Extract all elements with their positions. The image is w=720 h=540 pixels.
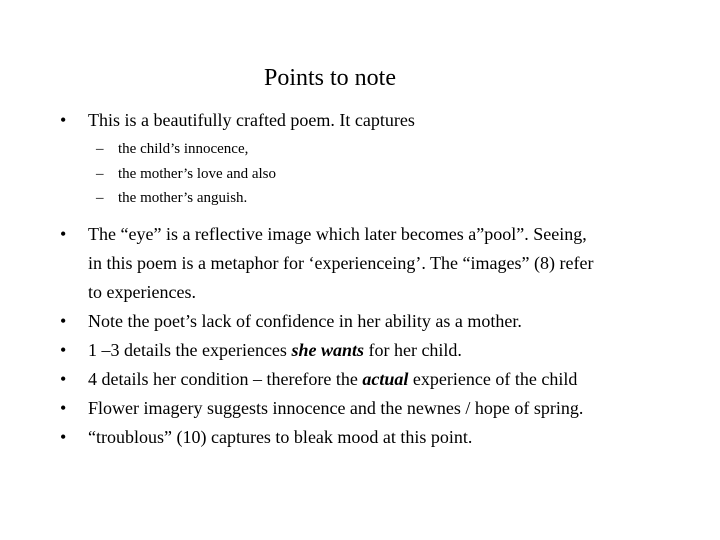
bullet-item-troublous	[56, 423, 676, 452]
bullet-text-line: to experiences.	[88, 281, 196, 302]
bullet-text: 4 details her condition – therefore the	[88, 368, 363, 389]
bullet-icon: •	[60, 310, 67, 331]
bullet-text-line: The “eye” is a reflective image which later becomes a”pool”. Seeing,	[88, 223, 587, 244]
bullet-icon: •	[60, 223, 67, 244]
emphasis-text: actual	[362, 368, 409, 389]
dash-icon: –	[96, 190, 104, 206]
sub-item-text: the child’s innocence,	[118, 141, 249, 157]
bullet-text: “troublous” (10) captures to bleak mood at this point.	[88, 426, 473, 447]
bullet-list	[56, 106, 676, 452]
bullet-item-condition	[56, 365, 676, 394]
sub-item-love	[56, 162, 676, 187]
sub-item-text: the mother’s anguish.	[118, 190, 248, 206]
sub-item-anguish	[56, 186, 676, 211]
bullet-icon: •	[60, 368, 67, 389]
bullet-item-poem-crafted	[56, 106, 676, 135]
bullet-item-experiences	[56, 336, 676, 365]
slide-title: Points to note	[263, 65, 396, 91]
bullet-text: for her child.	[363, 339, 462, 360]
bullet-icon: •	[60, 397, 67, 418]
dash-icon: –	[96, 141, 104, 157]
bullet-text-line: in this poem is a metaphor for ‘experienceing’. The “images” (8) refer	[88, 252, 594, 273]
dash-icon: –	[96, 165, 104, 182]
bullet-item-confidence	[56, 307, 676, 336]
bullet-text: This is a beautifully crafted poem. It captures	[88, 110, 415, 130]
bullet-icon: •	[60, 110, 67, 130]
sub-item-innocence	[56, 137, 676, 162]
sub-item-text: the mother’s love and also	[118, 165, 277, 182]
bullet-icon: •	[60, 339, 67, 360]
bullet-text: Flower imagery suggests innocence and the newnes / hope of spring.	[88, 397, 584, 418]
bullet-item-flower-imagery	[56, 394, 676, 423]
bullet-text: experience of the child	[408, 368, 578, 389]
bullet-text: Note the poet’s lack of confidence in her ability as a mother.	[88, 310, 522, 331]
bullet-item-eye-image	[56, 220, 676, 307]
sub-bullet-list	[56, 137, 676, 211]
emphasis-text: she wants	[291, 339, 364, 360]
bullet-text: 1 –3 details the experiences	[88, 339, 292, 360]
bullet-icon: •	[60, 426, 67, 447]
